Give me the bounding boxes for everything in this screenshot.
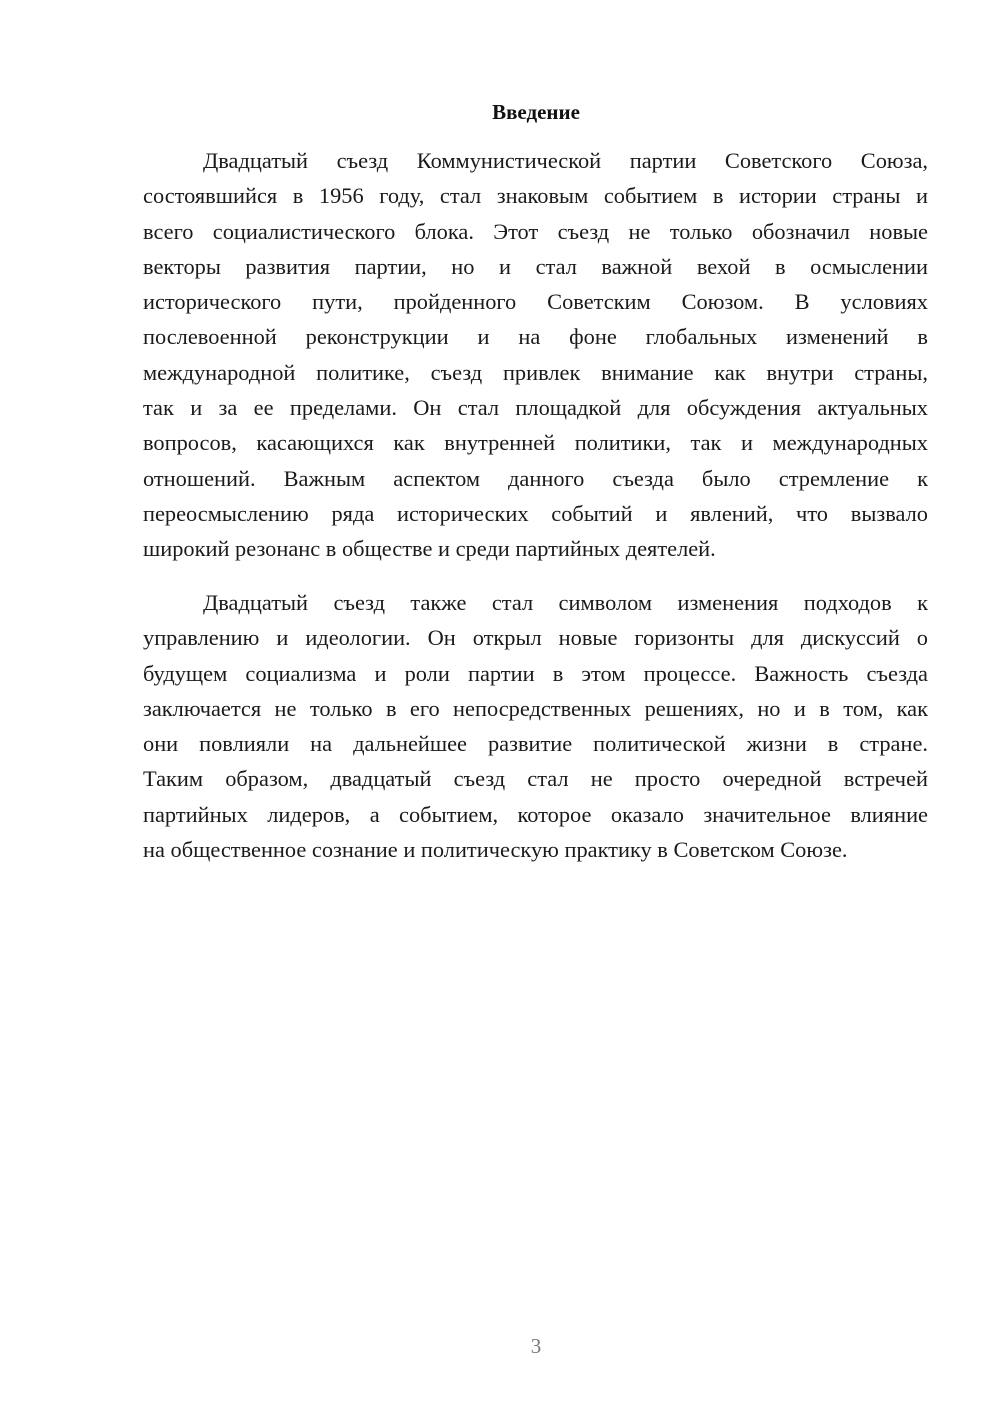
page-number: 3	[530, 1334, 542, 1358]
paragraph-line: управлению и идеологии. Он открыл новые горизонты для дискуссий о	[143, 625, 928, 651]
paragraph-line: партийных лидеров, а событием, которое оказало значительное влияние	[143, 801, 928, 827]
paragraph-line: на общественное сознание и политическую практику в Советском Союзе.	[143, 837, 848, 863]
paragraph-line: широкий резонанс в обществе и среди партийных деятелей.	[143, 536, 716, 562]
paragraph-line: векторы развития партии, но и стал важной вехой в осмыслении	[143, 253, 928, 279]
paragraph-line: отношений. Важным аспектом данного съезда было стремление к	[143, 465, 928, 491]
paragraph-line: состоявшийся в 1956 году, стал знаковым событием в истории страны и	[143, 183, 928, 209]
paragraph-line: вопросов, касающихся как внутренней политики, так и международных	[143, 430, 928, 456]
paragraph-line: послевоенной реконструкции и на фоне глобальных изменений в	[143, 324, 928, 350]
paragraph-line: так и за ее пределами. Он стал площадкой для обсуждения актуальных	[143, 395, 928, 421]
paragraph-1	[143, 143, 928, 567]
paragraph-line: заключается не только в его непосредственных решениях, но и в том, как	[143, 695, 928, 721]
paragraph-line: переосмыслению ряда исторических событий и явлений, что вызвало	[143, 500, 928, 526]
paragraph-2	[143, 585, 928, 867]
paragraph-line: Двадцатый съезд также стал символом изменения подходов к	[203, 590, 928, 615]
paragraph-line: они повлияли на дальнейшее развитие политической жизни в стране.	[143, 731, 928, 757]
paragraph-line: международной политике, съезд привлек внимание как внутри страны,	[143, 359, 928, 385]
paragraph-line: всего социалистического блока. Этот съезд не только обозначил новые	[143, 218, 928, 244]
section-heading: Введение	[492, 100, 580, 124]
paragraph-line: будущем социализма и роли партии в этом процессе. Важность съезда	[143, 660, 928, 686]
paragraph-line: Двадцатый съезд Коммунистической партии Советского Союза,	[203, 148, 928, 173]
paragraph-line: исторического пути, пройденного Советским Союзом. В условиях	[143, 289, 928, 315]
paragraph-line: Таким образом, двадцатый съезд стал не просто очередной встречей	[143, 766, 928, 792]
